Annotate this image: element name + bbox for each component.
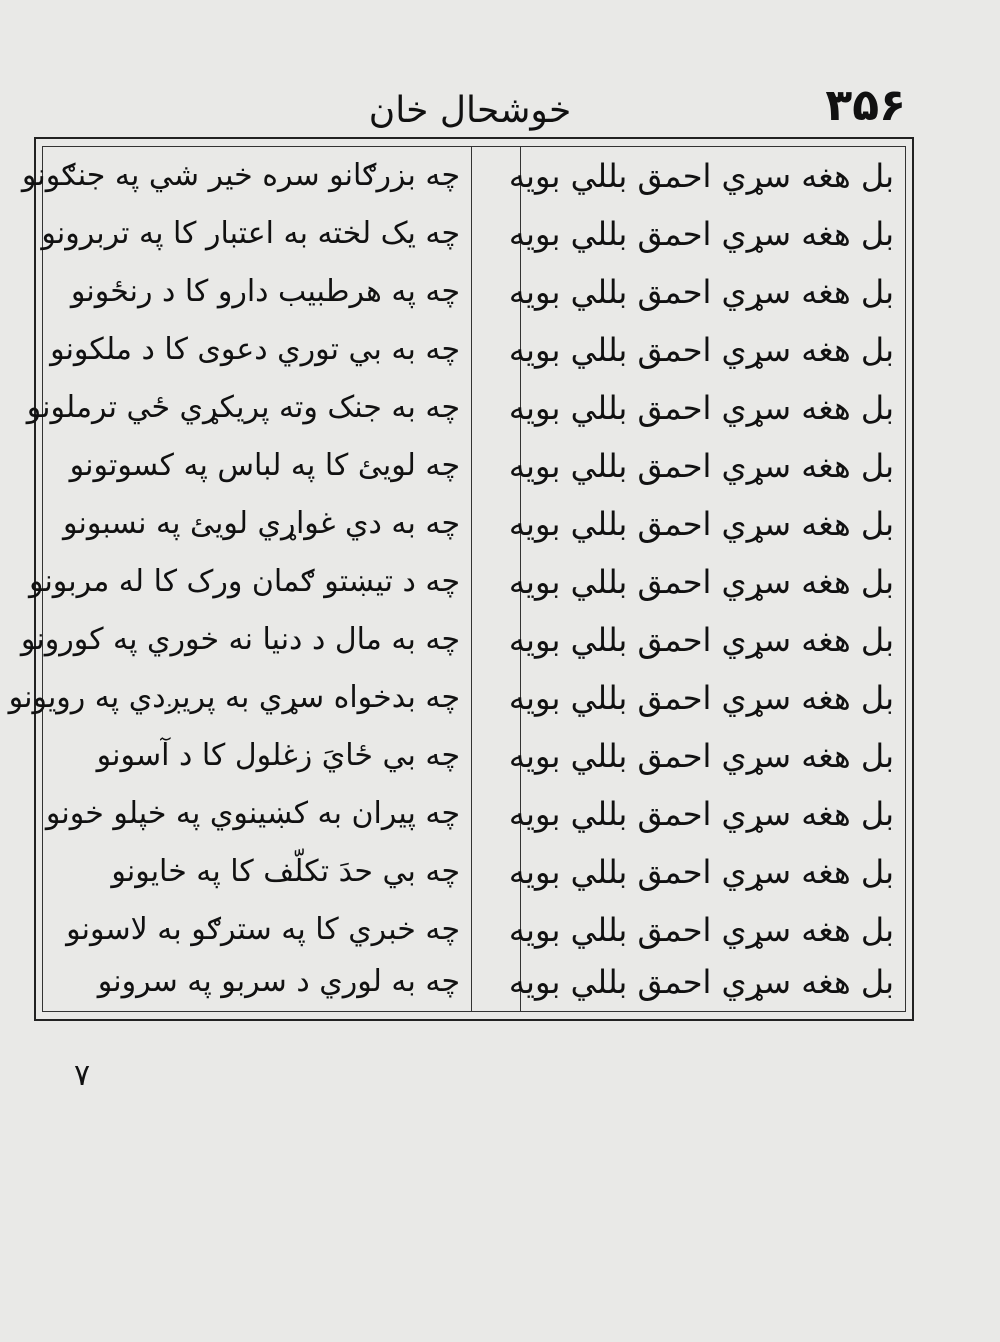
verse-left-6: چه لويئ کا په لباس په کسوتونو xyxy=(69,448,460,483)
verse-left-15: چه به لوري د سربو په سرونو xyxy=(97,964,460,999)
page-title: خوشحال خان xyxy=(368,90,572,131)
verse-right-3: بل هغه سړي احمق بللي بويه xyxy=(508,273,894,311)
verse-left-13: چه بي حدَ تکلّف کا په خايونو xyxy=(111,854,460,889)
verse-left-5: چه به جنک وته پريکړي ځي ترملونو xyxy=(26,390,460,425)
verse-left-7: چه به دي غواړي لويئ په نسبونو xyxy=(62,506,460,541)
verse-left-11: چه بي ځايَ زغلول کا د آسونو xyxy=(96,738,460,773)
verse-right-8: بل هغه سړي احمق بللي بويه xyxy=(508,563,894,601)
left-hemistich-column xyxy=(8,146,464,1012)
verse-left-9: چه به مال د دنيا نه خوري په کورونو xyxy=(20,622,460,657)
signature-mark: ۷ xyxy=(74,1058,91,1093)
verse-right-6: بل هغه سړي احمق بللي بويه xyxy=(508,447,894,485)
page-number: ۳۵۶ xyxy=(825,80,906,131)
verse-left-10: چه بدخواه سړي به پريږدي په رويونو xyxy=(8,680,460,715)
verse-left-1: چه بزرګانو سره خير شي په جنګونو xyxy=(21,158,460,193)
verse-right-4: بل هغه سړي احمق بللي بويه xyxy=(508,331,894,369)
verse-left-3: چه په هرطبيب دارو کا د رنځونو xyxy=(70,274,460,309)
verse-left-12: چه پيران به کښينوي په خپلو خونو xyxy=(45,796,460,831)
right-hemistich-column xyxy=(508,146,898,1012)
verse-right-14: بل هغه سړي احمق بللي بويه xyxy=(508,911,894,949)
verse-right-15: بل هغه سړي احمق بللي بويه xyxy=(508,963,894,1001)
verse-right-13: بل هغه سړي احمق بللي بويه xyxy=(508,853,894,891)
verse-right-1: بل هغه سړي احمق بللي بويه xyxy=(508,157,894,195)
verse-left-2: چه يک لخته به اعتبار کا په تربرونو xyxy=(41,216,460,251)
verse-left-8: چه د تيښتو ګمان ورک کا له مربونو xyxy=(28,564,460,599)
verse-right-10: بل هغه سړي احمق بللي بويه xyxy=(508,679,894,717)
verse-right-2: بل هغه سړي احمق بللي بويه xyxy=(508,215,894,253)
verse-left-4: چه به بي توري دعوی کا د ملکونو xyxy=(50,332,460,367)
verse-right-5: بل هغه سړي احمق بللي بويه xyxy=(508,389,894,427)
verse-left-14: چه خبري کا په سترګو به لاسونو xyxy=(66,912,460,947)
verse-right-7: بل هغه سړي احمق بللي بويه xyxy=(508,505,894,543)
verse-right-11: بل هغه سړي احمق بللي بويه xyxy=(508,737,894,775)
column-divider-left xyxy=(471,146,472,1012)
verse-right-12: بل هغه سړي احمق بللي بويه xyxy=(508,795,894,833)
verse-right-9: بل هغه سړي احمق بللي بويه xyxy=(508,621,894,659)
